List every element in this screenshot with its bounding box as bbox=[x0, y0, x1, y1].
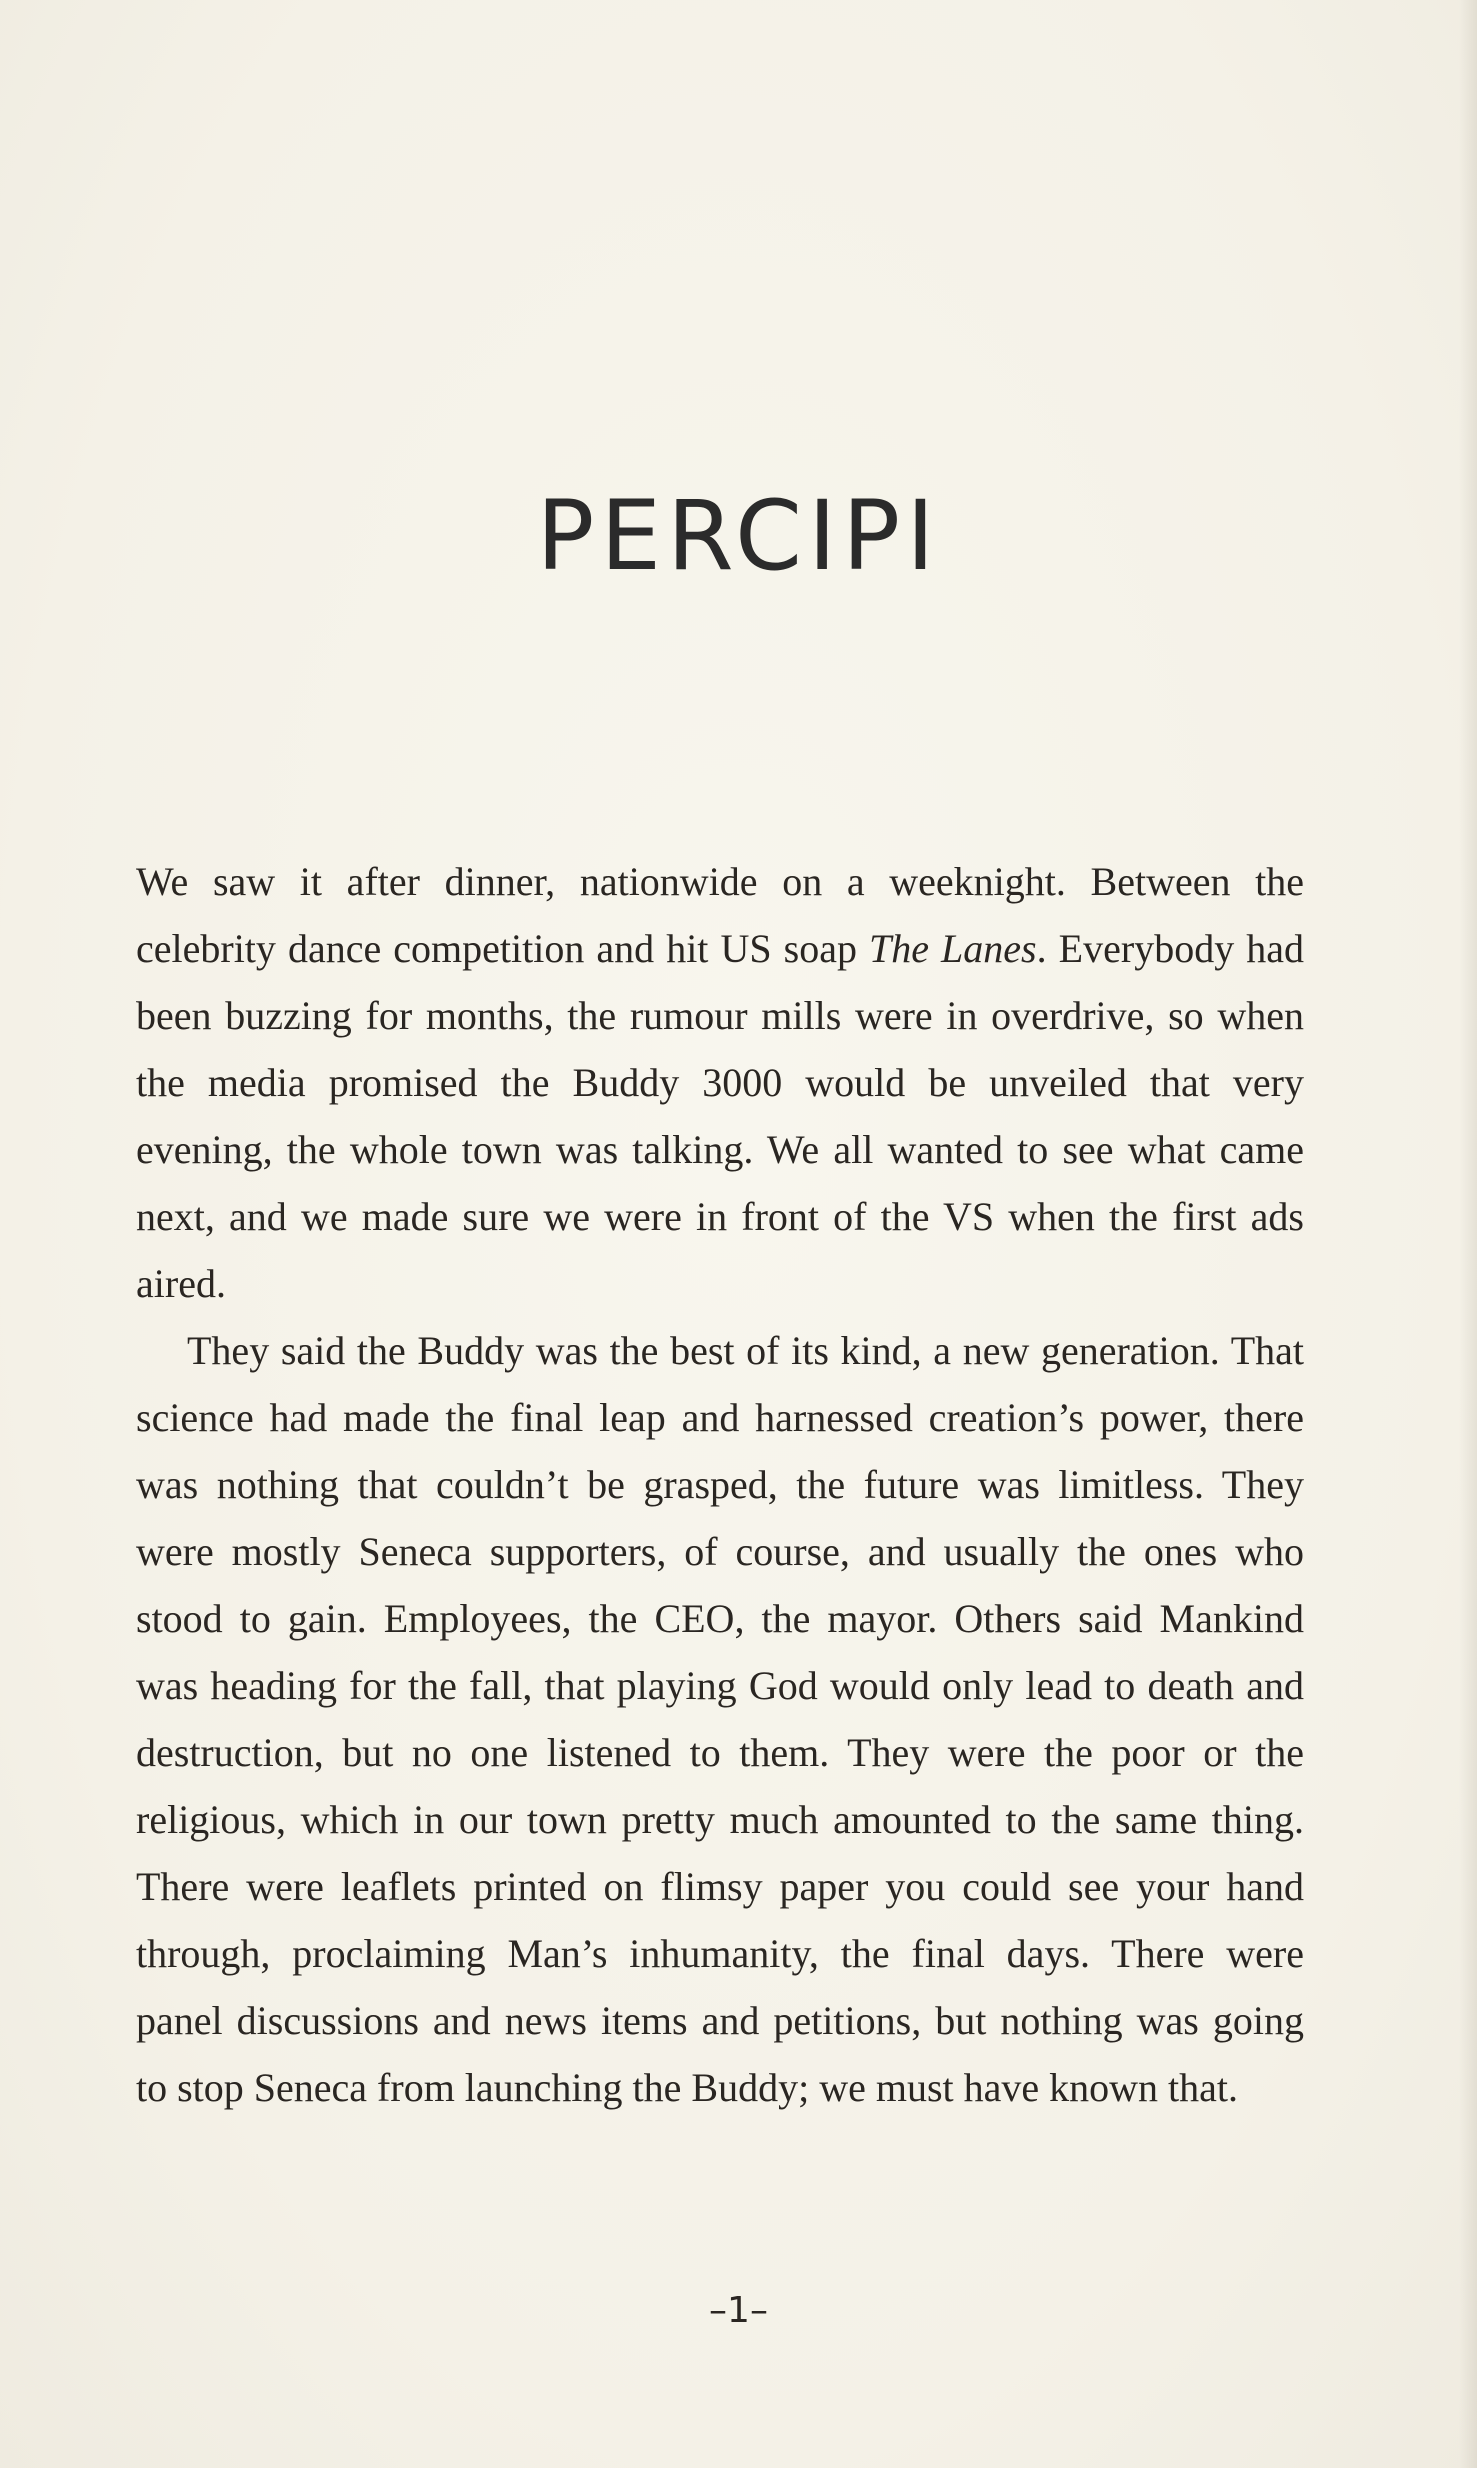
paragraph-1-text-b: . Everybody had been buzzing for months, the rumour mills were in overdrive, so when the media promised the Buddy 3000 would be unveiled that very evening, the whole town was talking. We all wanted to see what came next, and we made sure we were in front of the VS when the first ads aired. bbox=[136, 926, 1304, 1306]
paragraph-2: They said the Buddy was the best of its kind, a new generation. That science had made the final leap and harnessed creation’s power, there was nothing that couldn’t be grasped, the future was limitless. They were mostly Seneca supporters, of course, and usually the ones who stood to gain. Employees, the CEO, the mayor. Others said Mankind was heading for the fall, that playing God would only lead to death and destruction, but no one listened to them. They were the poor or the religious, which in our town pretty much amounted to the same thing. There were leaflets printed on flimsy paper you could see your hand through, proclaiming Man’s inhumanity, the final days. There were panel discussions and news items and petitions, but nothing was going to stop Seneca from launching the Buddy; we must have known that. bbox=[136, 1328, 1304, 2110]
page-edge-shadow bbox=[1459, 0, 1477, 2468]
body-text bbox=[136, 848, 1304, 2121]
show-title-italic: The Lanes bbox=[869, 926, 1037, 971]
chapter-title: PERCIPI bbox=[536, 480, 941, 592]
page-number: –1– bbox=[709, 2290, 768, 2331]
paragraph-1 bbox=[136, 848, 1304, 1317]
paragraph-1-text-a: We saw it after dinner, nationwide on a weeknight. Between the celebrity dance competition and hit US soap bbox=[136, 859, 1304, 971]
